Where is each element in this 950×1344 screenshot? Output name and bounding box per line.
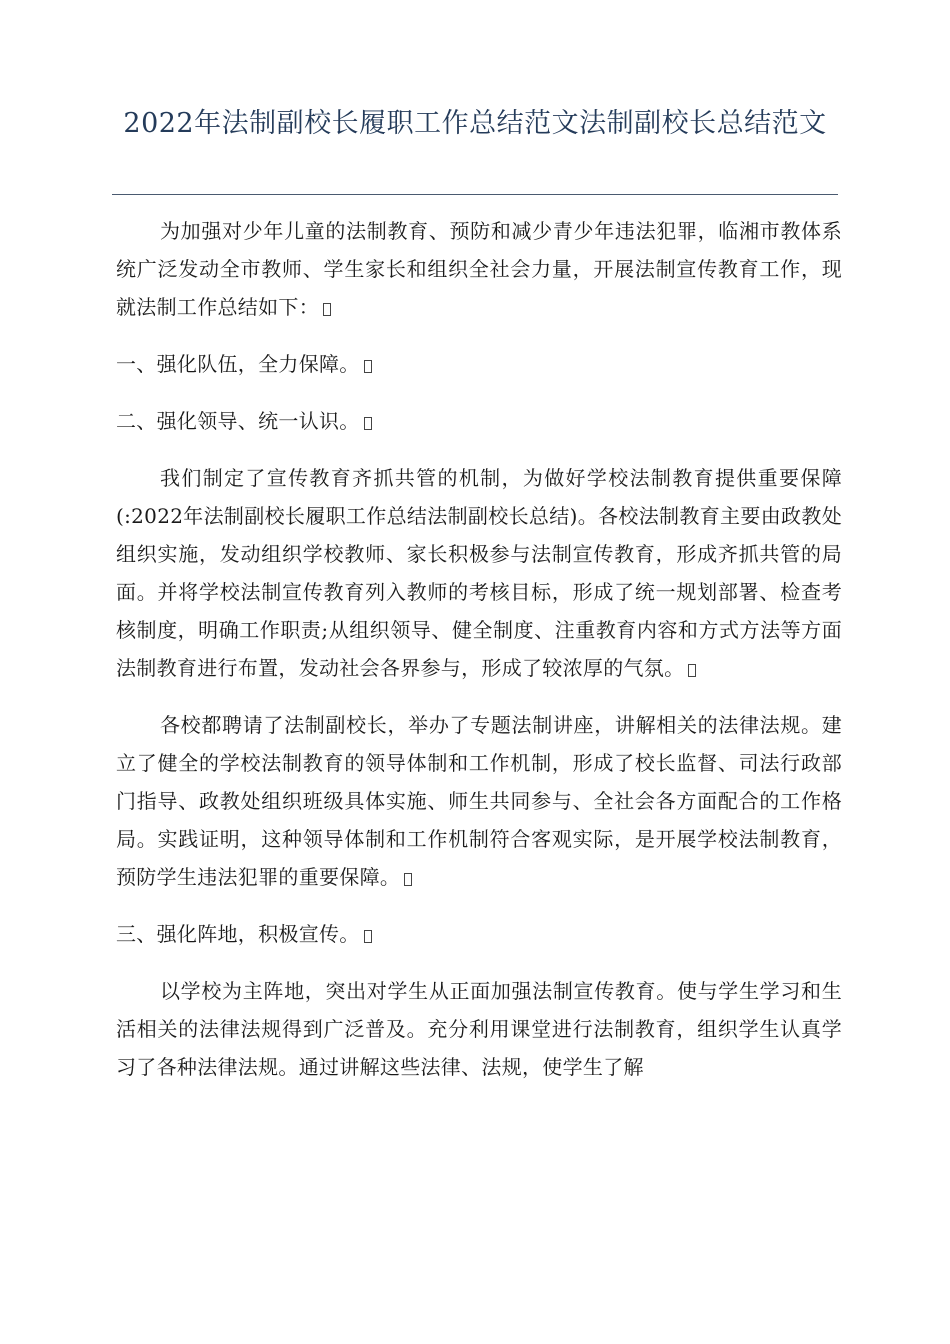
paragraph-end-mark-icon: [404, 873, 412, 886]
paragraph: [116, 459, 842, 687]
paragraph-end-mark-icon: [688, 664, 696, 677]
paragraph: [116, 706, 842, 896]
paragraph: [116, 972, 842, 1086]
paragraph-text: 我们制定了宣传教育齐抓共管的机制，为做好学校法制教育提供重要保障(:2022年法制副校长履职工作总结法制副校长总结)。各校法制教育主要由政教处组织实施，发动组织学校教师、家长积极参与法制宣传教育，形成齐抓共管的局面。并将学校法制宣传教育列入教师的考核目标，形成了统一规划部署、检查考核制度，明确工作职责;从组织领导、健全制度、注重教育内容和方式方法等方面法制教育进行布置，发动社会各界参与，形成了较浓厚的气氛。: [116, 466, 842, 680]
paragraph-end-mark-icon: [364, 930, 372, 943]
section-heading: [116, 345, 842, 383]
paragraph-end-mark-icon: [364, 417, 372, 430]
paragraph-text: 为加强对少年儿童的法制教育、预防和减少青少年违法犯罪，临湘市教体系统广泛发动全市教师、学生家长和组织全社会力量，开展法制宣传教育工作，现就法制工作总结如下：: [116, 219, 842, 319]
title-divider: [112, 194, 838, 195]
heading-text: 一、强化队伍，全力保障。: [116, 352, 360, 376]
paragraph-text: 各校都聘请了法制副校长，举办了专题法制讲座，讲解相关的法律法规。建立了健全的学校法制教育的领导体制和工作机制，形成了校长监督、司法行政部门指导、政教处组织班级具体实施、师生共同参与、全社会各方面配合的工作格局。实践证明，这种领导体制和工作机制符合客观实际，是开展学校法制教育，预防学生违法犯罪的重要保障。: [116, 713, 842, 889]
heading-text: 二、强化领导、统一认识。: [116, 409, 360, 433]
document-title: 2022年法制副校长履职工作总结范文法制副校长总结范文: [123, 108, 827, 139]
document-body: [116, 212, 842, 1105]
paragraph-end-mark-icon: [364, 360, 372, 373]
section-heading: [116, 915, 842, 953]
section-heading: [116, 402, 842, 440]
paragraph-text: 以学校为主阵地，突出对学生从正面加强法制宣传教育。使与学生学习和生活相关的法律法规得到广泛普及。充分利用课堂进行法制教育，组织学生认真学习了各种法律法规。通过讲解这些法律、法规，使学生了解: [116, 979, 842, 1079]
paragraph: [116, 212, 842, 326]
paragraph-end-mark-icon: [323, 303, 331, 316]
heading-text: 三、强化阵地，积极宣传。: [116, 922, 360, 946]
